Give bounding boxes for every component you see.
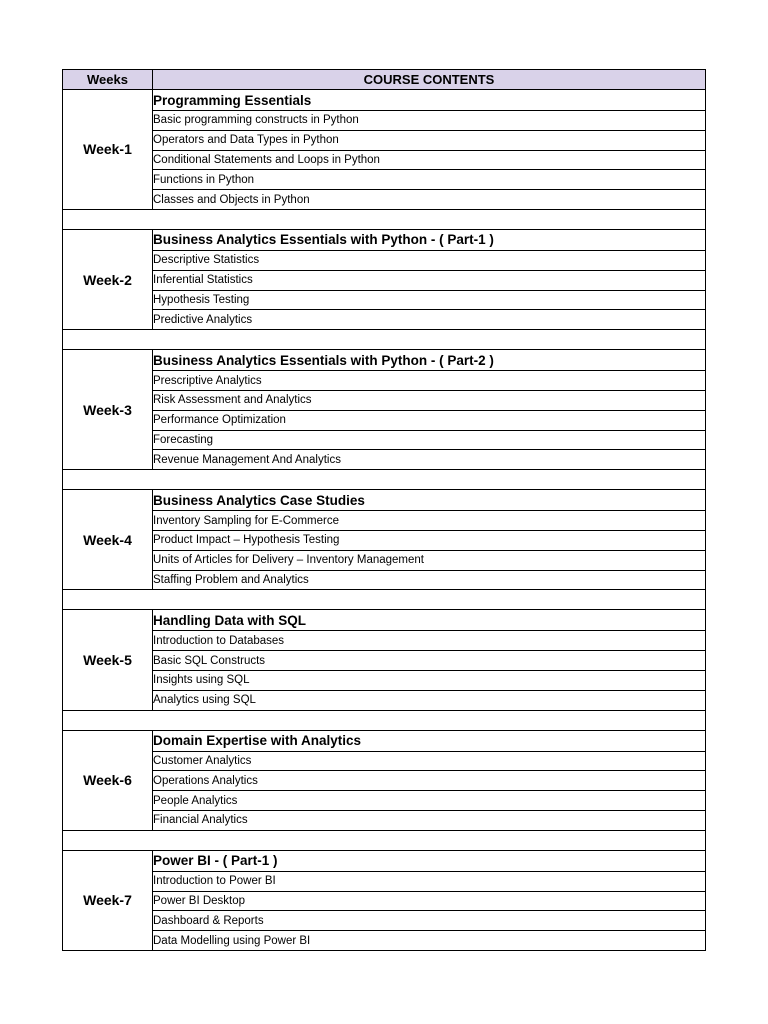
content-item: Product Impact – Hypothesis Testing: [153, 530, 706, 550]
week-topic-row: [63, 490, 706, 511]
content-row: [63, 550, 706, 570]
week-topic-row: [63, 350, 706, 371]
course-table-body: [63, 90, 706, 951]
content-item: Forecasting: [153, 430, 706, 450]
content-item: Dashboard & Reports: [153, 911, 706, 931]
content-row: [63, 751, 706, 771]
week-topic-row: [63, 90, 706, 111]
weeks-header: Weeks: [63, 70, 153, 90]
content-row: [63, 390, 706, 410]
content-item: Conditional Statements and Loops in Python: [153, 150, 706, 170]
week-topic: Programming Essentials: [153, 90, 706, 111]
content-row: [63, 570, 706, 590]
content-row: [63, 270, 706, 290]
spacer-cell: [63, 209, 706, 229]
week-topic: Handling Data with SQL: [153, 610, 706, 631]
spacer-cell: [63, 470, 706, 490]
course-contents-header: COURSE CONTENTS: [153, 70, 706, 90]
content-item: Prescriptive Analytics: [153, 371, 706, 391]
content-row: [63, 511, 706, 531]
content-item: Units of Articles for Delivery – Inventory Management: [153, 550, 706, 570]
spacer-cell: [63, 830, 706, 850]
content-row: [63, 810, 706, 830]
content-item: Staffing Problem and Analytics: [153, 570, 706, 590]
content-row: [63, 690, 706, 710]
spacer-row: [63, 209, 706, 229]
content-row: [63, 130, 706, 150]
week-topic: Business Analytics Case Studies: [153, 490, 706, 511]
content-row: [63, 871, 706, 891]
content-row: [63, 111, 706, 131]
week-label: Week-2: [63, 229, 153, 329]
week-label: Week-5: [63, 610, 153, 710]
content-row: [63, 631, 706, 651]
week-topic-row: [63, 229, 706, 250]
content-item: Power BI Desktop: [153, 891, 706, 911]
course-table: [62, 69, 706, 951]
content-row: [63, 931, 706, 951]
week-topic-row: [63, 730, 706, 751]
content-row: [63, 430, 706, 450]
content-row: [63, 170, 706, 190]
content-row: [63, 911, 706, 931]
week-label: Week-1: [63, 90, 153, 210]
content-item: Operators and Data Types in Python: [153, 130, 706, 150]
content-item: Hypothesis Testing: [153, 290, 706, 310]
content-row: [63, 450, 706, 470]
spacer-cell: [63, 590, 706, 610]
content-item: Customer Analytics: [153, 751, 706, 771]
content-item: Functions in Python: [153, 170, 706, 190]
content-item: People Analytics: [153, 791, 706, 811]
week-topic: Domain Expertise with Analytics: [153, 730, 706, 751]
spacer-row: [63, 590, 706, 610]
content-row: [63, 250, 706, 270]
content-item: Revenue Management And Analytics: [153, 450, 706, 470]
week-label: Week-7: [63, 850, 153, 950]
content-item: Operations Analytics: [153, 771, 706, 791]
week-topic: Business Analytics Essentials with Python - ( Part-1 ): [153, 229, 706, 250]
content-row: [63, 310, 706, 330]
content-row: [63, 371, 706, 391]
content-row: [63, 791, 706, 811]
spacer-row: [63, 710, 706, 730]
week-topic: Business Analytics Essentials with Python - ( Part-2 ): [153, 350, 706, 371]
week-topic: Power BI - ( Part-1 ): [153, 850, 706, 871]
spacer-cell: [63, 330, 706, 350]
spacer-cell: [63, 710, 706, 730]
content-item: Introduction to Power BI: [153, 871, 706, 891]
week-label: Week-4: [63, 490, 153, 590]
content-row: [63, 891, 706, 911]
content-item: Inventory Sampling for E-Commerce: [153, 511, 706, 531]
week-label: Week-6: [63, 730, 153, 830]
content-row: [63, 410, 706, 430]
spacer-row: [63, 830, 706, 850]
content-row: [63, 190, 706, 210]
header-row: [63, 70, 706, 90]
spacer-row: [63, 470, 706, 490]
content-item: Data Modelling using Power BI: [153, 931, 706, 951]
content-row: [63, 150, 706, 170]
content-item: Performance Optimization: [153, 410, 706, 430]
content-item: Financial Analytics: [153, 810, 706, 830]
content-row: [63, 670, 706, 690]
content-item: Classes and Objects in Python: [153, 190, 706, 210]
content-item: Basic programming constructs in Python: [153, 111, 706, 131]
week-label: Week-3: [63, 350, 153, 470]
content-row: [63, 290, 706, 310]
content-item: Analytics using SQL: [153, 690, 706, 710]
content-item: Basic SQL Constructs: [153, 651, 706, 671]
content-item: Introduction to Databases: [153, 631, 706, 651]
spacer-row: [63, 330, 706, 350]
content-item: Predictive Analytics: [153, 310, 706, 330]
content-item: Inferential Statistics: [153, 270, 706, 290]
week-topic-row: [63, 850, 706, 871]
content-row: [63, 530, 706, 550]
content-item: Insights using SQL: [153, 670, 706, 690]
content-item: Risk Assessment and Analytics: [153, 390, 706, 410]
content-row: [63, 771, 706, 791]
content-item: Descriptive Statistics: [153, 250, 706, 270]
week-topic-row: [63, 610, 706, 631]
content-row: [63, 651, 706, 671]
